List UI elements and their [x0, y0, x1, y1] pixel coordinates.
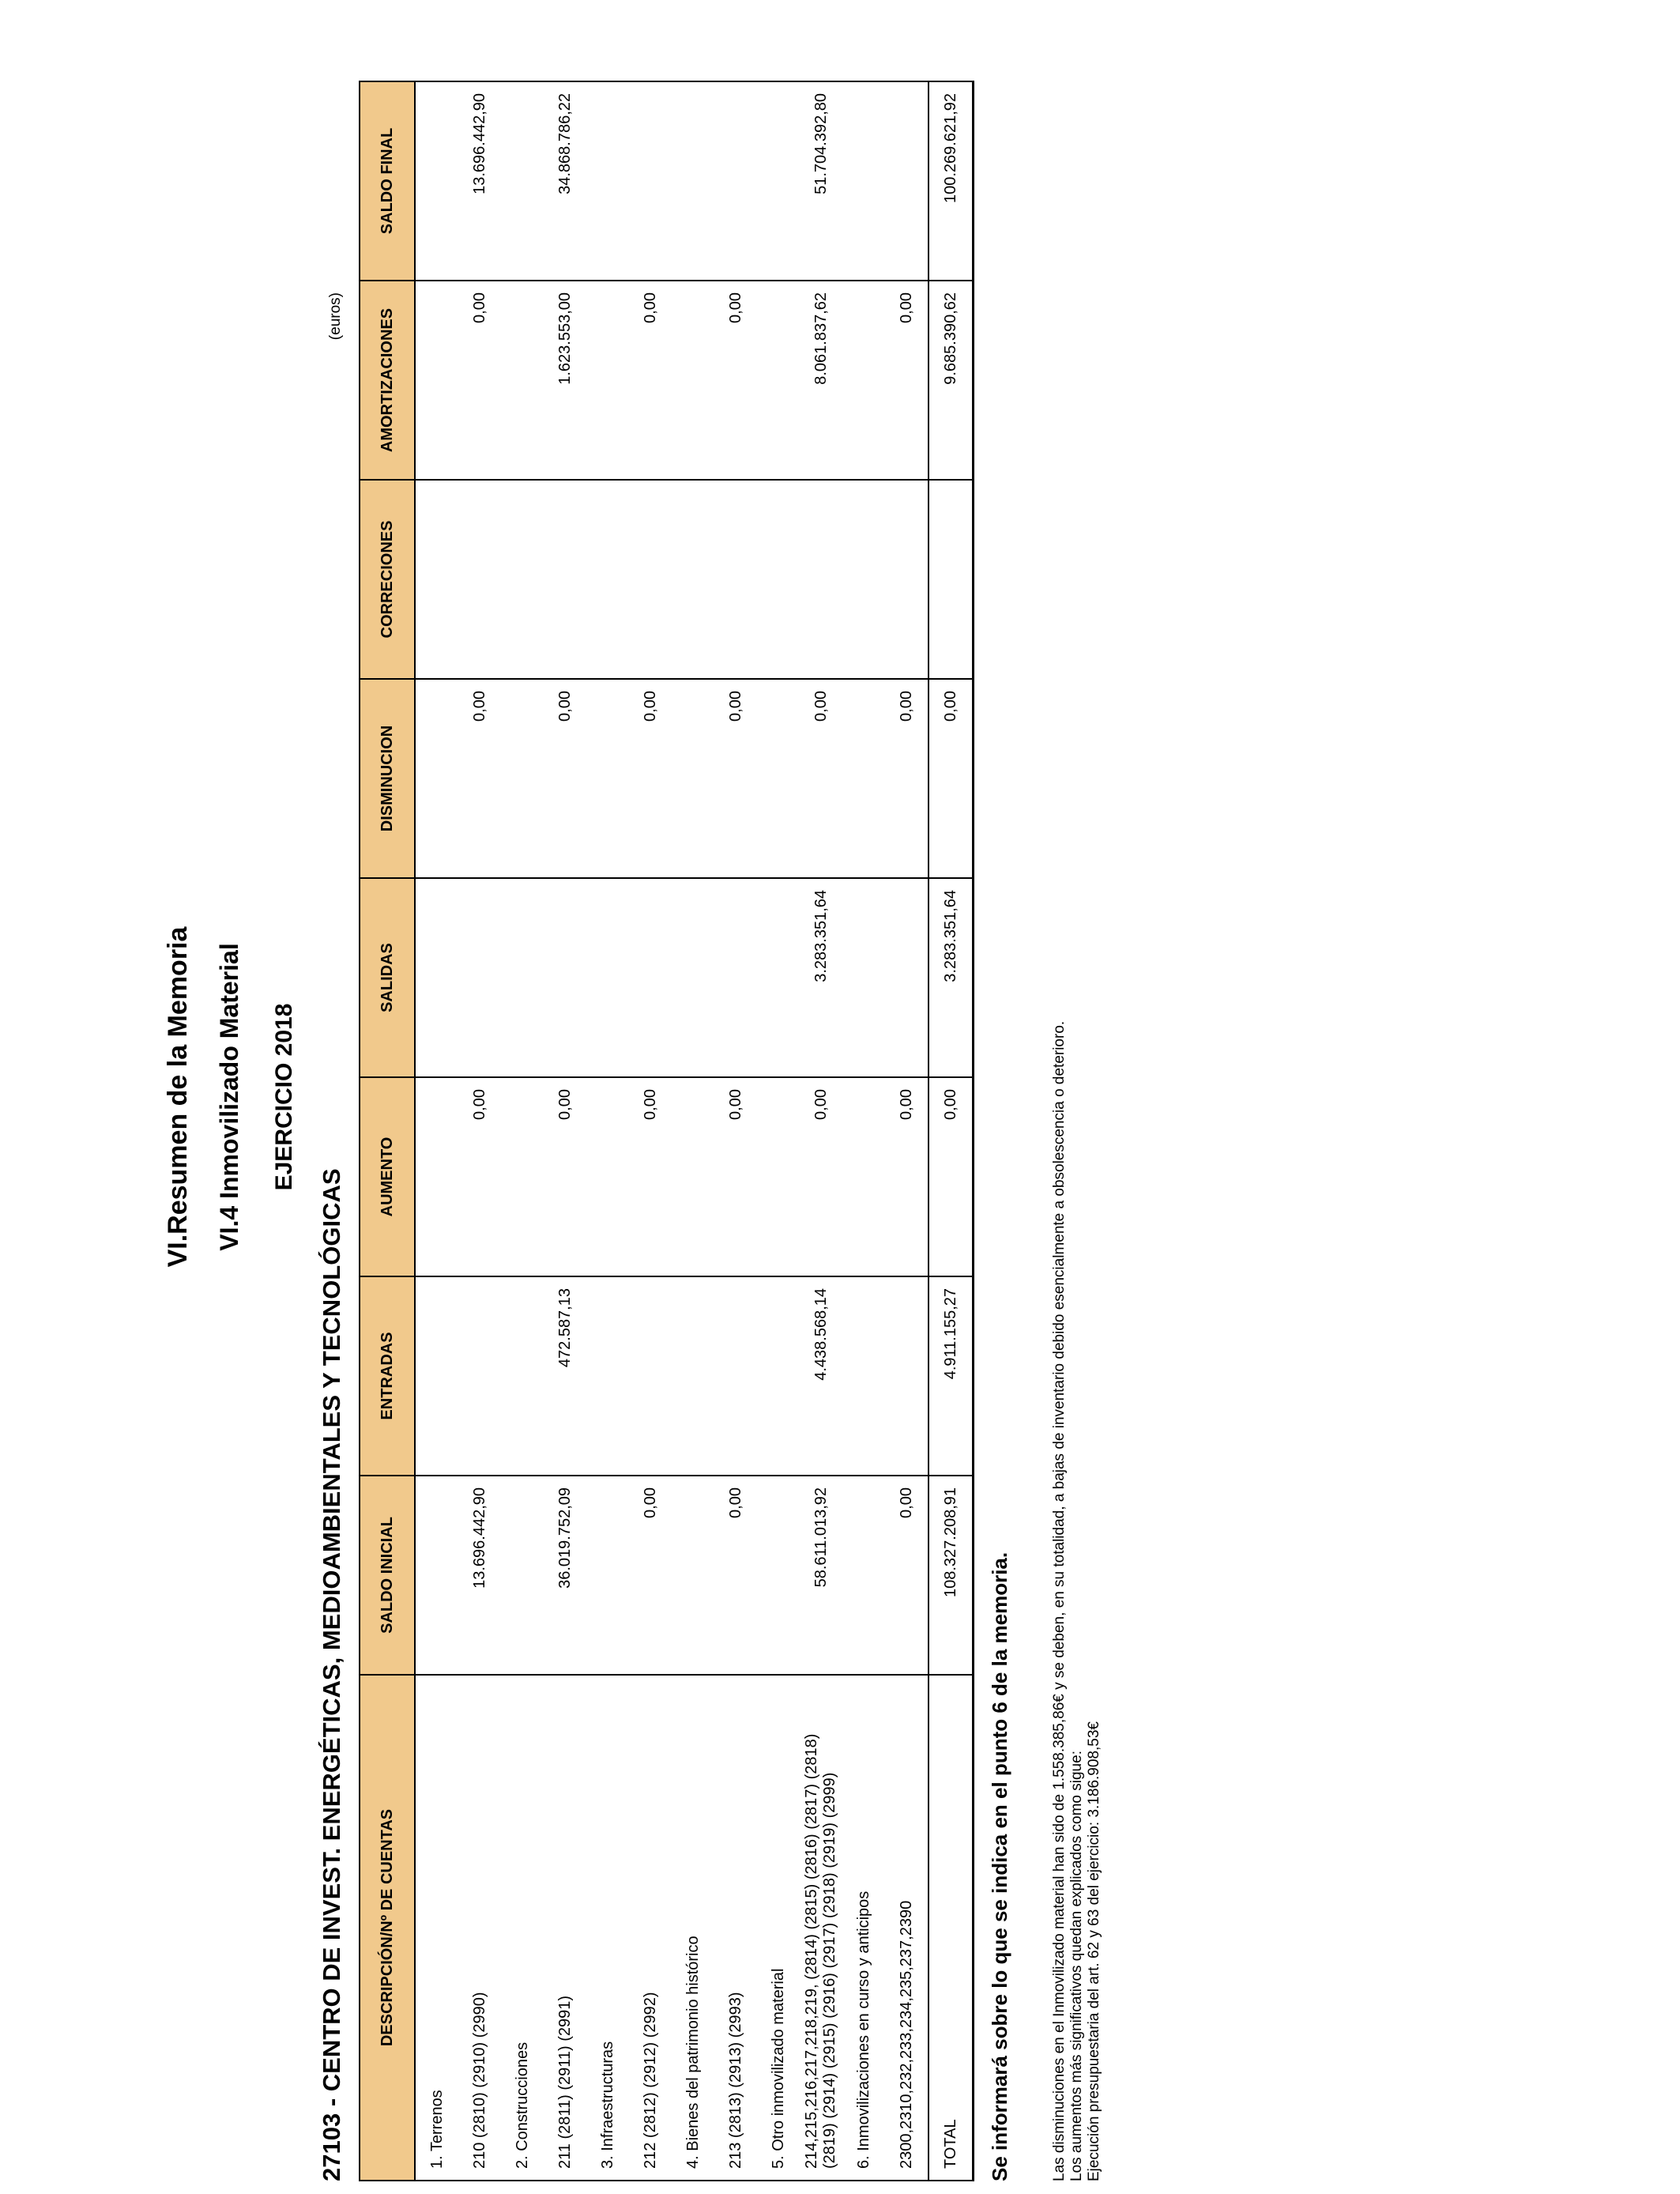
row-value-cell	[842, 878, 885, 1077]
row-value-cell	[885, 81, 929, 281]
fiscal-year-title: EJERCICIO 2018	[271, 1003, 297, 1191]
table-row-heading	[672, 81, 714, 2181]
row-value-cell	[714, 480, 757, 679]
row-value-cell	[586, 81, 629, 281]
row-value-cell: 8.061.837,62	[800, 281, 842, 480]
row-description-cell: 3. Infraestructuras	[586, 1675, 629, 2181]
row-value-cell: 0,00	[714, 281, 757, 480]
row-value-cell: 0,00	[885, 281, 929, 480]
row-value-cell	[629, 878, 672, 1077]
row-value-cell	[672, 1077, 714, 1276]
row-value-cell	[586, 878, 629, 1077]
row-value-cell	[415, 480, 458, 679]
row-value-cell: 0,00	[800, 679, 842, 878]
column-header-description: DESCRIPCIÓN/Nº DE CUENTAS	[360, 1675, 415, 2181]
row-value-cell: 0,00	[714, 1077, 757, 1276]
table-row-total	[929, 81, 974, 2181]
row-value-cell: 472.587,13	[544, 1276, 586, 1476]
table-row-heading	[415, 81, 458, 2181]
row-value-cell	[800, 480, 842, 679]
column-header-saldo-final: SALDO FINAL	[360, 81, 415, 281]
row-value-cell: 3.283.351,64	[800, 878, 842, 1077]
column-header-entradas: ENTRADAS	[360, 1276, 415, 1476]
row-description-cell: 4. Bienes del patrimonio histórico	[672, 1675, 714, 2181]
row-value-cell: 0,00	[544, 1077, 586, 1276]
row-value-cell: 0,00	[629, 281, 672, 480]
row-value-cell	[458, 878, 501, 1077]
row-value-cell: 13.696.442,90	[458, 81, 501, 281]
table-header-row	[360, 81, 415, 2181]
row-value-cell	[544, 878, 586, 1077]
row-value-cell	[757, 281, 800, 480]
row-value-cell	[842, 1276, 885, 1476]
row-value-cell	[501, 679, 544, 878]
fixed-assets-table	[359, 81, 974, 2181]
column-header-disminucion: DISMINUCION	[360, 679, 415, 878]
row-value-cell: 0,00	[544, 679, 586, 878]
table-row-heading	[501, 81, 544, 2181]
memoria-note: Se informará sobre lo que se indica en el punto 6 de la memoria.	[988, 1551, 1011, 2181]
footnote-line: Las disminuciones en el Inmovilizado material han sido de 1.558.385,86€ y se deben, en su totalidad, a bajas de inventario debido esencialmente a obsolescencia o deterioro.	[1051, 1020, 1068, 2181]
entity-name: 27103 - CENTRO DE INVEST. ENERGÉTICAS, MEDIOAMBIENTALES Y TECNOLÓGICAS	[318, 1168, 345, 2181]
row-value-cell: 108.327.208,91	[929, 1476, 974, 1675]
row-value-cell	[415, 1476, 458, 1675]
row-description-cell: 214,215,216,217,218,219, (2814) (2815) (2816) (2817) (2818) (2819) (2914) (2915) (2916) (2917) (2918) (2919) (2999)	[800, 1675, 842, 2181]
row-description-cell: 210 (2810) (2910) (2990)	[458, 1675, 501, 2181]
column-header-saldo-inicial: SALDO INICIAL	[360, 1476, 415, 1675]
row-value-cell	[501, 878, 544, 1077]
table-row	[714, 81, 757, 2181]
row-value-cell	[501, 1276, 544, 1476]
row-value-cell: 0,00	[714, 1476, 757, 1675]
row-description-cell: 1. Terrenos	[415, 1675, 458, 2181]
row-value-cell	[885, 480, 929, 679]
row-value-cell	[586, 1077, 629, 1276]
row-value-cell	[544, 480, 586, 679]
column-header-correciones: CORRECIONES	[360, 480, 415, 679]
footnote-line: Los aumentos más significativos quedan explicados como sigue:	[1068, 1751, 1085, 2181]
footnotes	[1051, 1021, 1103, 2181]
row-value-cell	[458, 480, 501, 679]
row-value-cell	[629, 81, 672, 281]
row-value-cell: 0,00	[885, 1077, 929, 1276]
row-value-cell	[929, 480, 974, 679]
row-value-cell	[757, 1276, 800, 1476]
row-value-cell	[586, 1276, 629, 1476]
row-value-cell: 3.283.351,64	[929, 878, 974, 1077]
row-value-cell	[842, 81, 885, 281]
row-value-cell	[842, 281, 885, 480]
row-value-cell	[586, 480, 629, 679]
row-value-cell	[842, 1476, 885, 1675]
row-value-cell	[672, 679, 714, 878]
row-value-cell	[842, 679, 885, 878]
column-header-amortizaciones: AMORTIZACIONES	[360, 281, 415, 480]
row-value-cell	[714, 81, 757, 281]
row-value-cell	[672, 281, 714, 480]
row-value-cell	[415, 281, 458, 480]
row-value-cell	[501, 480, 544, 679]
row-value-cell: 0,00	[929, 679, 974, 878]
row-value-cell	[672, 1276, 714, 1476]
row-value-cell	[672, 81, 714, 281]
footnote-line: Ejecución presupuestaria del art. 62 y 63 del ejercicio: 3.186.908,53€	[1086, 1721, 1102, 2181]
column-header-aumento: AUMENTO	[360, 1077, 415, 1276]
row-value-cell	[415, 1077, 458, 1276]
row-value-cell	[757, 480, 800, 679]
row-value-cell: 0,00	[629, 1077, 672, 1276]
row-value-cell: 51.704.392,80	[800, 81, 842, 281]
table-row	[885, 81, 929, 2181]
row-description-cell: 5. Otro inmovilizado material	[757, 1675, 800, 2181]
row-value-cell: 13.696.442,90	[458, 1476, 501, 1675]
row-value-cell: 58.611.013,92	[800, 1476, 842, 1675]
column-header-salidas: SALIDAS	[360, 878, 415, 1077]
row-value-cell	[586, 1476, 629, 1675]
row-description-cell: TOTAL	[929, 1675, 974, 2181]
table-row	[544, 81, 586, 2181]
row-value-cell	[672, 480, 714, 679]
row-value-cell: 34.868.786,22	[544, 81, 586, 281]
row-value-cell: 0,00	[714, 679, 757, 878]
row-value-cell: 1.623.553,00	[544, 281, 586, 480]
row-value-cell: 100.269.621,92	[929, 81, 974, 281]
row-value-cell	[629, 1276, 672, 1476]
row-value-cell	[757, 81, 800, 281]
section-title: VI.4 Inmovilizado Material	[215, 943, 243, 1251]
row-value-cell	[672, 878, 714, 1077]
row-description-cell: 2. Construcciones	[501, 1675, 544, 2181]
row-value-cell: 4.438.568,14	[800, 1276, 842, 1476]
row-value-cell: 0,00	[929, 1077, 974, 1276]
row-value-cell	[415, 81, 458, 281]
row-value-cell: 0,00	[800, 1077, 842, 1276]
row-description-cell: 6. Inmovilizaciones en curso y anticipos	[842, 1675, 885, 2181]
row-value-cell	[415, 878, 458, 1077]
table-row	[458, 81, 501, 2181]
row-value-cell: 0,00	[629, 1476, 672, 1675]
row-value-cell: 4.911.155,27	[929, 1276, 974, 1476]
row-value-cell	[757, 1077, 800, 1276]
row-value-cell	[714, 878, 757, 1077]
row-value-cell	[842, 1077, 885, 1276]
row-value-cell: 9.685.390,62	[929, 281, 974, 480]
row-value-cell	[501, 281, 544, 480]
row-description-cell: 212 (2812) (2912) (2992)	[629, 1675, 672, 2181]
row-value-cell	[458, 1276, 501, 1476]
row-value-cell	[586, 281, 629, 480]
row-value-cell	[501, 81, 544, 281]
row-value-cell: 0,00	[458, 679, 501, 878]
currency-label: (euros)	[327, 292, 344, 341]
row-value-cell: 36.019.752,09	[544, 1476, 586, 1675]
row-value-cell	[586, 679, 629, 878]
row-value-cell: 0,00	[458, 281, 501, 480]
row-value-cell	[885, 878, 929, 1077]
row-description-cell: 211 (2811) (2911) (2991)	[544, 1675, 586, 2181]
row-value-cell	[415, 679, 458, 878]
row-value-cell	[757, 878, 800, 1077]
row-description-cell: 213 (2813) (2913) (2993)	[714, 1675, 757, 2181]
row-value-cell: 0,00	[458, 1077, 501, 1276]
row-value-cell: 0,00	[885, 679, 929, 878]
row-value-cell	[885, 1276, 929, 1476]
row-value-cell: 0,00	[885, 1476, 929, 1675]
table-row	[629, 81, 672, 2181]
table-row-heading	[842, 81, 885, 2181]
table-row-heading	[586, 81, 629, 2181]
row-description-cell: 2300,2310,232,233,234,235,237,2390	[885, 1675, 929, 2181]
row-value-cell	[629, 480, 672, 679]
row-value-cell	[714, 1276, 757, 1476]
row-value-cell	[501, 1077, 544, 1276]
table-row-heading	[757, 81, 800, 2181]
report-title: VI.Resumen de la Memoria	[163, 926, 193, 1268]
row-value-cell	[757, 1476, 800, 1675]
row-value-cell: 0,00	[629, 679, 672, 878]
table-row	[800, 81, 842, 2181]
row-value-cell	[501, 1476, 544, 1675]
row-value-cell	[672, 1476, 714, 1675]
row-value-cell	[415, 1276, 458, 1476]
row-value-cell	[842, 480, 885, 679]
row-value-cell	[757, 679, 800, 878]
